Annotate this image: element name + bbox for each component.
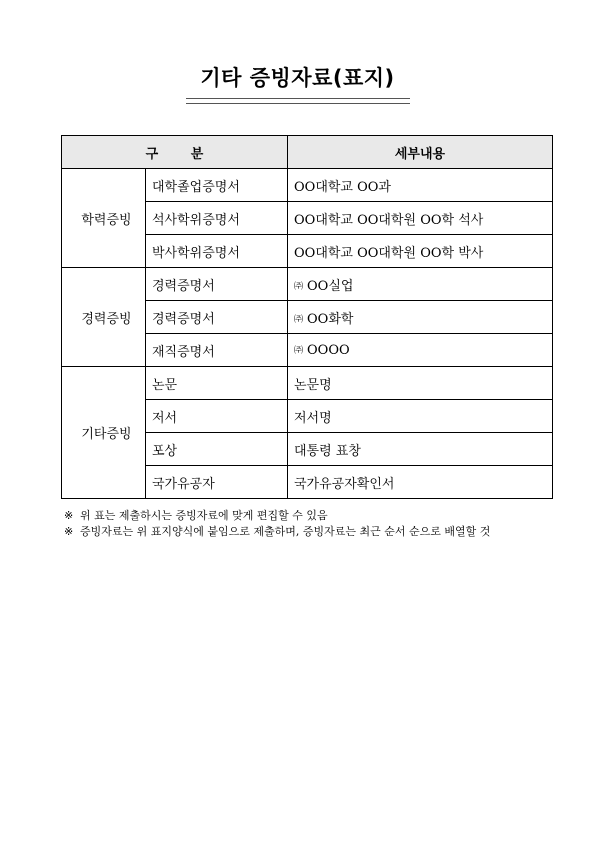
item-cell: 포상 <box>146 433 288 466</box>
item-cell: 논문 <box>146 367 288 400</box>
item-cell: 석사학위증명서 <box>146 202 288 235</box>
detail-cell <box>288 367 553 400</box>
detail-cell <box>288 235 553 268</box>
company-mark: ㈜ <box>294 345 304 356</box>
note-text: 위 표는 제출하시는 증빙자료에 맞게 편집할 수 있음 <box>80 509 328 522</box>
detail-cell <box>288 400 553 433</box>
detail-cell <box>288 301 553 334</box>
detail-text: 국가유공자확인서 <box>294 476 395 492</box>
page-title: 기타 증빙자료(표지) <box>200 66 395 90</box>
reference-mark: ※ <box>64 525 74 538</box>
detail-cell <box>288 169 553 202</box>
detail-cell <box>288 268 553 301</box>
header-detail: 세부내용 <box>288 136 553 169</box>
category-cell: 학력증빙 <box>62 169 146 268</box>
company-mark: ㈜ <box>294 314 304 325</box>
header-gubun: 구 분 <box>62 136 288 169</box>
detail-cell <box>288 466 553 499</box>
table-row <box>62 367 553 400</box>
detail-cell <box>288 433 553 466</box>
table-row <box>62 169 553 202</box>
table-row <box>62 268 553 301</box>
item-cell: 대학졸업증명서 <box>146 169 288 202</box>
detail-text: OO대학교 OO과 <box>294 179 391 195</box>
company-mark: ㈜ <box>294 281 304 292</box>
detail-text: OOOO <box>307 342 350 358</box>
note-item <box>64 508 544 524</box>
item-cell: 경력증명서 <box>146 301 288 334</box>
detail-cell <box>288 202 553 235</box>
note-item <box>64 524 544 540</box>
detail-text: 저서명 <box>294 410 332 426</box>
notes <box>64 508 544 540</box>
item-cell: 재직증명서 <box>146 334 288 367</box>
title-underline <box>186 98 410 104</box>
item-cell: 경력증명서 <box>146 268 288 301</box>
category-cell: 기타증빙 <box>62 367 146 499</box>
detail-text: OO실업 <box>307 278 354 294</box>
detail-text: 대통령 표창 <box>294 443 361 459</box>
detail-text: OO대학교 OO대학원 OO학 박사 <box>294 245 484 261</box>
item-cell: 박사학위증명서 <box>146 235 288 268</box>
item-cell: 저서 <box>146 400 288 433</box>
note-text: 증빙자료는 위 표지양식에 붙임으로 제출하며, 증빙자료는 최근 순서 순으로 배열할 것 <box>80 525 491 538</box>
table-header-row <box>62 136 553 169</box>
reference-mark: ※ <box>64 509 74 522</box>
detail-cell <box>288 334 553 367</box>
category-cell: 경력증빙 <box>62 268 146 367</box>
detail-text: OO대학교 OO대학원 OO학 석사 <box>294 212 484 228</box>
detail-text: 논문명 <box>294 377 332 393</box>
item-cell: 국가유공자 <box>146 466 288 499</box>
evidence-table <box>61 135 553 499</box>
detail-text: OO화학 <box>307 311 354 327</box>
